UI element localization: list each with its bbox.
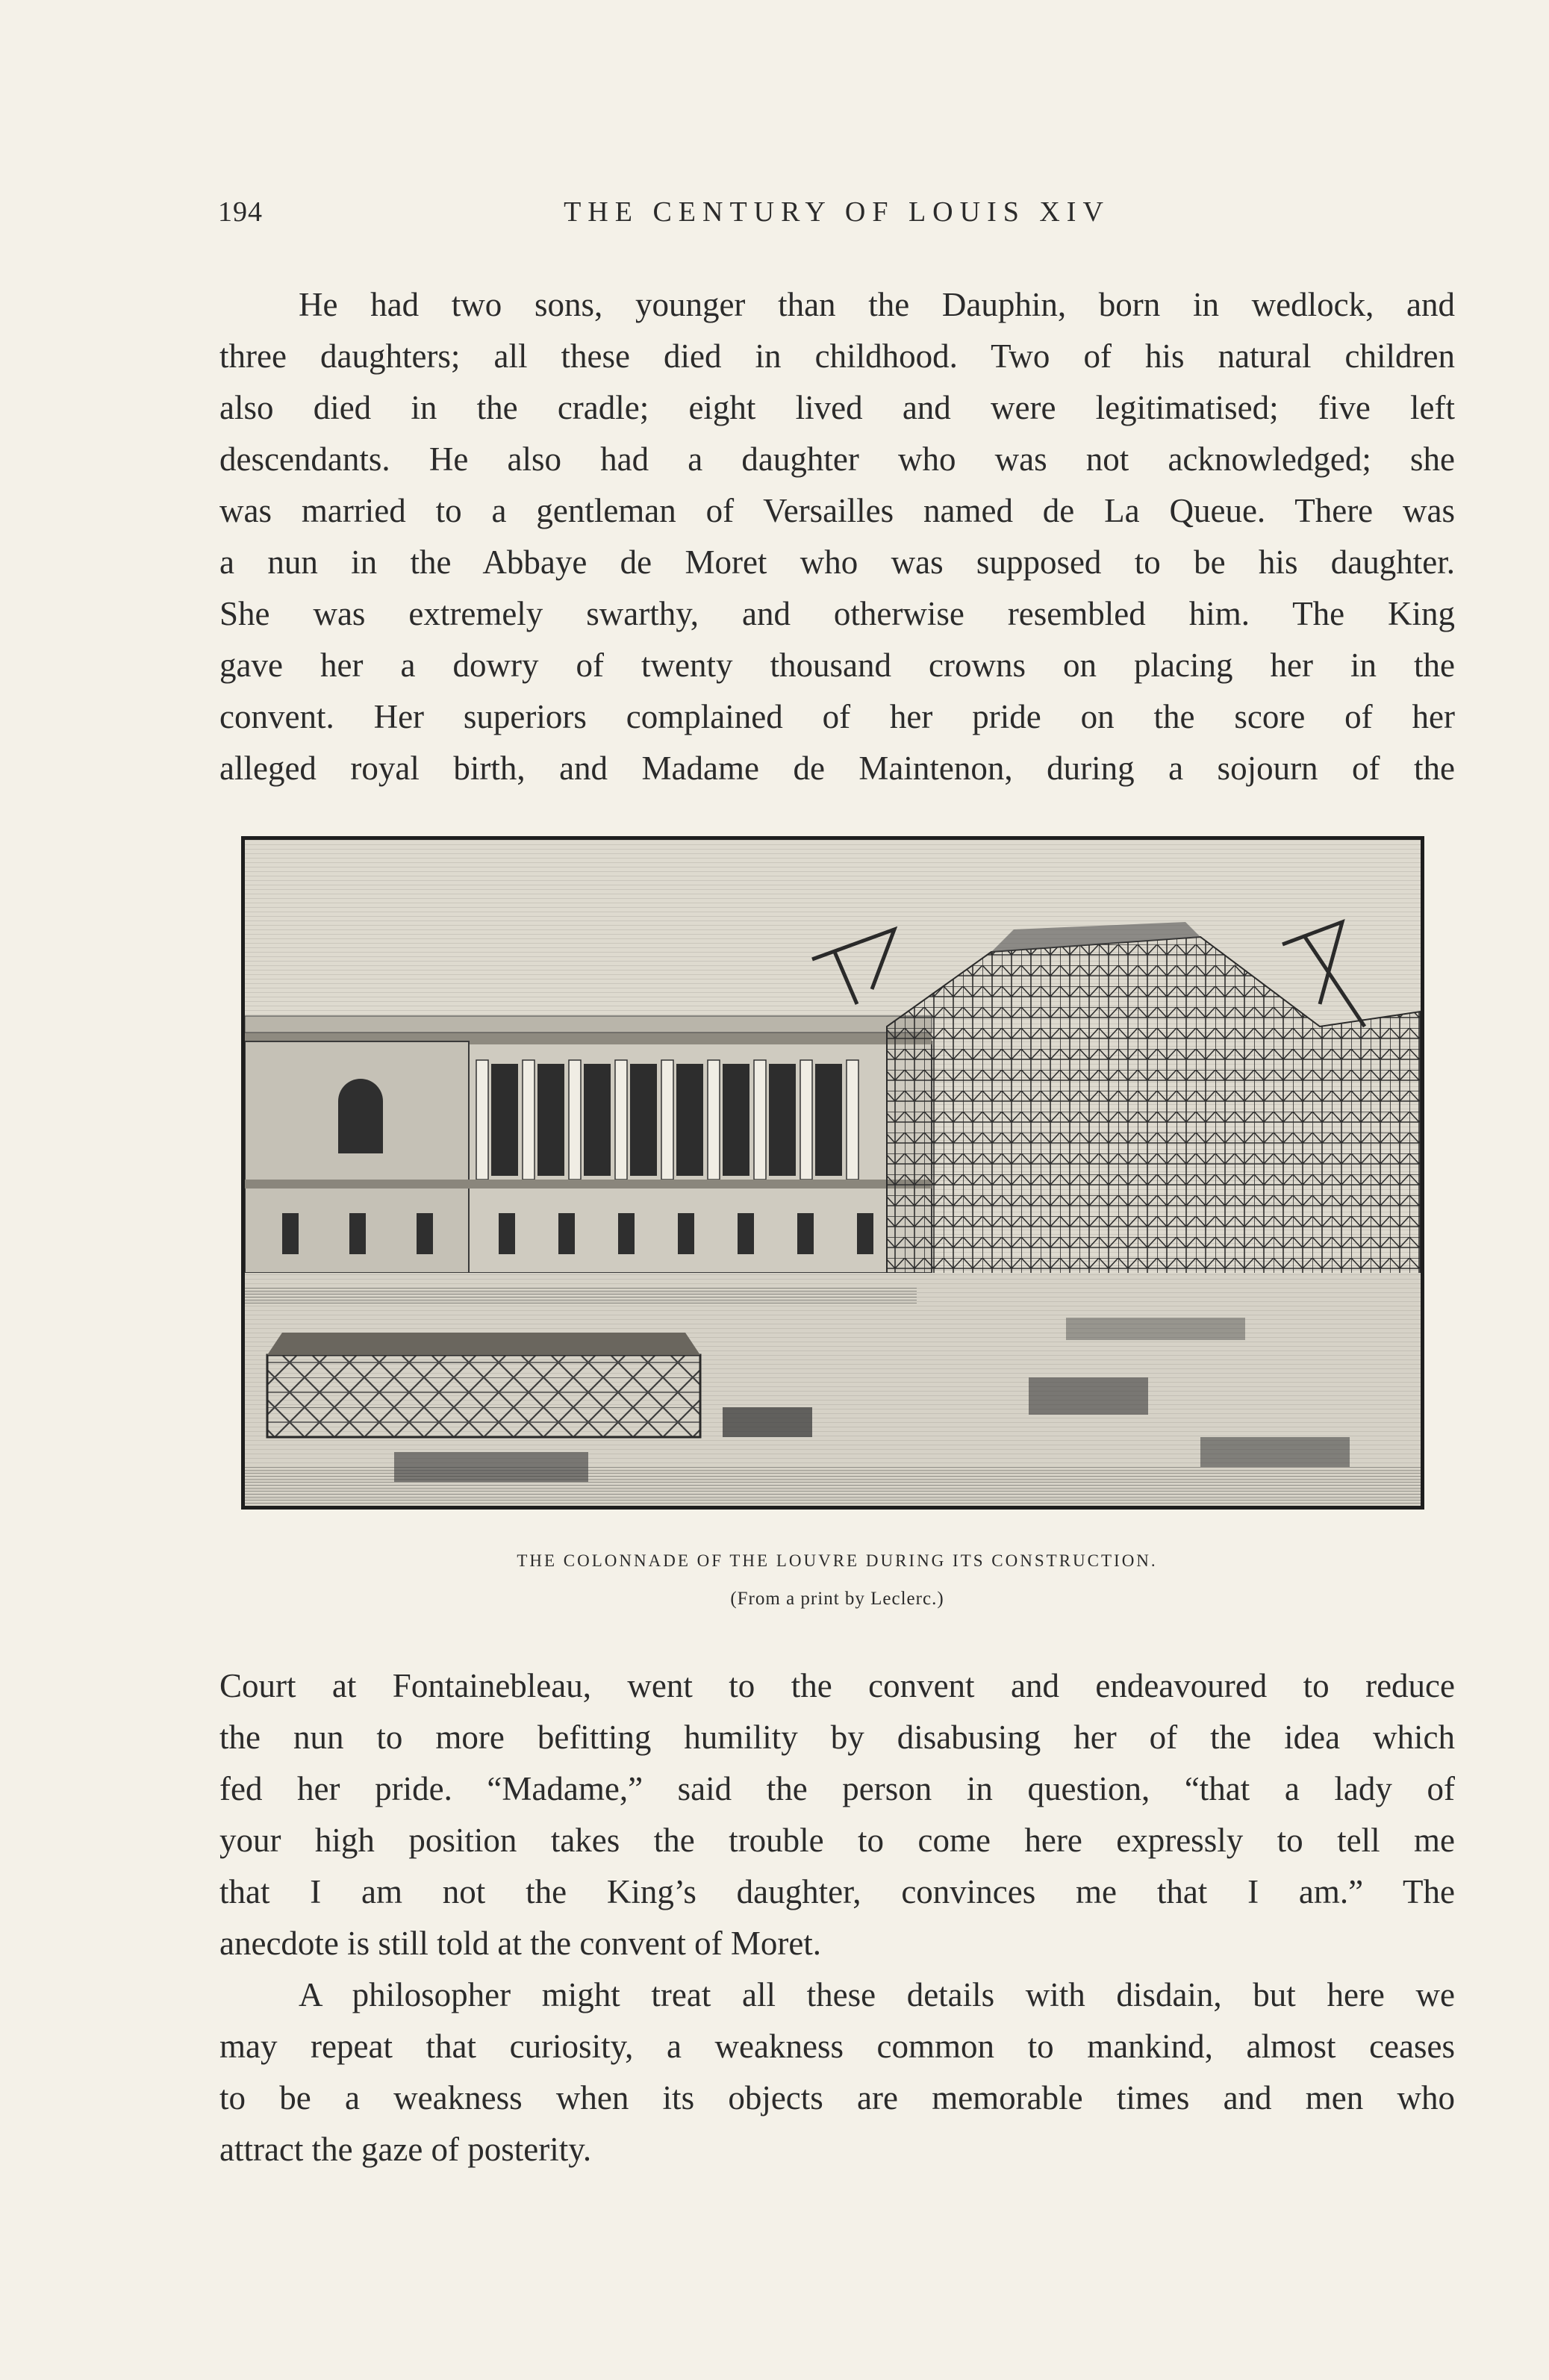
text-line: alleged royal birth, and Madame de Maintenon, during a sojourn of the: [219, 750, 1455, 787]
text-line: She was extremely swarthy, and otherwise resembled him. The King: [219, 595, 1455, 632]
text-line: also died in the cradle; eight lived and were legitimatised; five left: [219, 389, 1455, 426]
text-line: to be a weakness when its objects are memorable times and men who: [219, 2079, 1455, 2116]
text-line: gave her a dowry of twenty thousand crowns on placing her in the: [219, 647, 1455, 684]
text-line: He had two sons, younger than the Dauphin, born in wedlock, and: [299, 286, 1455, 323]
text-line: was married to a gentleman of Versailles named de La Queue. There was: [219, 492, 1455, 529]
text-line: may repeat that curiosity, a weakness common to mankind, almost ceases: [219, 2028, 1455, 2065]
text-line: attract the gaze of posterity.: [219, 2131, 592, 2168]
text-line: anecdote is still told at the convent of Moret.: [219, 1925, 822, 1962]
paragraph-1: [219, 279, 1455, 794]
text-line: fed her pride. “Madame,” said the person in question, “that a lady of: [219, 1770, 1455, 1807]
louvre-colonnade-engraving: [245, 840, 1421, 1506]
text-line: descendants. He also had a daughter who was not acknowledged; she: [219, 440, 1455, 478]
illustration-credit: (From a print by Leclerc.): [730, 1589, 944, 1609]
text-line: that I am not the King’s daughter, convinces me that I am.” The: [219, 1873, 1455, 1910]
running-title: THE CENTURY OF LOUIS XIV: [564, 196, 1110, 228]
text-line: three daughters; all these died in childhood. Two of his natural children: [219, 337, 1455, 375]
text-line: convent. Her superiors complained of her pride on the score of her: [219, 698, 1455, 735]
text-line: the nun to more befitting humility by disabusing her of the idea which: [219, 1719, 1455, 1756]
paragraph-2-and-3: [219, 1660, 1455, 2175]
running-head: [218, 196, 1456, 240]
text-line: Court at Fontainebleau, went to the convent and endeavoured to reduce: [219, 1667, 1455, 1704]
text-line: A philosopher might treat all these details with disdain, but here we: [299, 1976, 1455, 2013]
text-line: your high position takes the trouble to come here expressly to tell me: [219, 1822, 1455, 1859]
page-number: 194: [218, 196, 263, 228]
illustration-caption: THE COLONNADE OF THE LOUVRE DURING ITS CONSTRUCTION.: [517, 1551, 1158, 1570]
text-line: a nun in the Abbaye de Moret who was supposed to be his daughter.: [219, 543, 1455, 581]
engraving-illustration: [241, 836, 1424, 1510]
